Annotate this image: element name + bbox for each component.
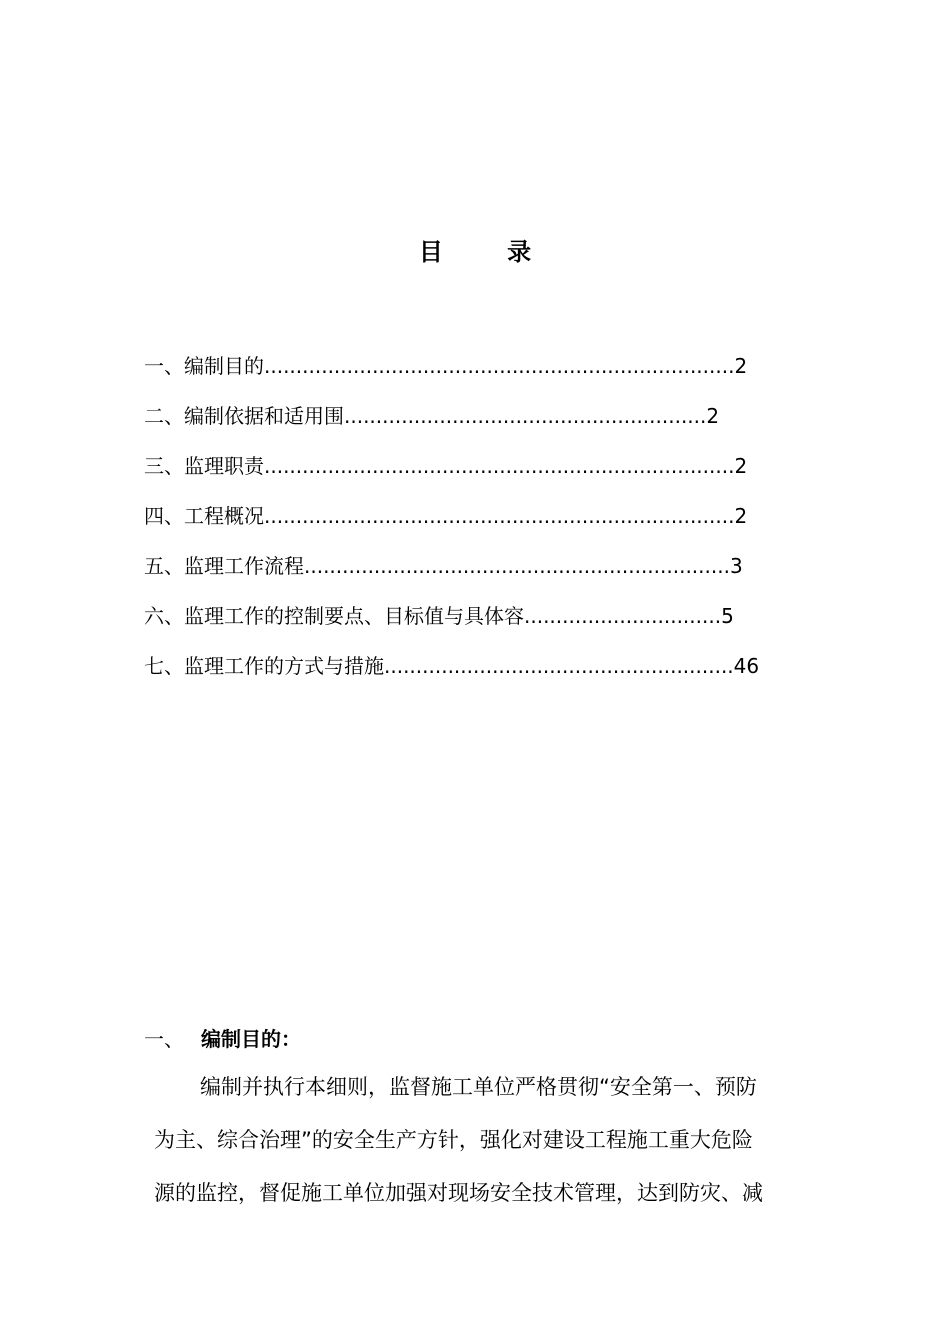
toc-entry[interactable] [144,401,759,451]
toc-entry[interactable] [144,501,759,551]
body-line: 为主、综合治理”的安全生产方针，强化对建设工程施工重大危险 [154,1128,753,1152]
section-number: 一、 [144,1027,184,1051]
toc-entry-page: 3 [729,554,743,578]
toc-entry-label: 三、监理职责 [144,454,264,478]
toc-entry-leader: ................................................................... [304,554,730,578]
toc-entry-page: 2 [734,454,748,478]
toc-entry-page: 2 [706,404,720,428]
toc-entry-leader: ....................................................... [384,654,734,678]
toc-entry-leader: ......................................................... [344,404,707,428]
toc-entry-leader: .......................................................................... [264,504,735,528]
toc-entry[interactable] [144,651,759,701]
toc-entry-label: 二、编制依据和适用围 [144,404,344,428]
section-heading-text: 编制目的： [201,1027,301,1051]
toc-entry-label: 一、编制目的 [144,354,264,378]
section-body [154,1070,806,1229]
body-line: 源的监控，督促施工单位加强对现场安全技术管理，达到防灾、减 [154,1181,763,1205]
toc-entry-label: 四、工程概况 [144,504,264,528]
toc-entry-leader: .......................................................................... [264,454,735,478]
toc-entry-leader: ............................... [524,604,722,628]
toc-entry-label: 五、监理工作流程 [144,554,304,578]
toc-entry-page: 2 [734,504,748,528]
toc-entry[interactable] [144,601,759,651]
toc-entry-leader: .......................................................................... [264,354,735,378]
toc-entry[interactable] [144,451,759,501]
toc-entry-label: 七、监理工作的方式与措施 [144,654,384,678]
toc-entry-label: 六、监理工作的控制要点、目标值与具体容 [144,604,524,628]
body-line: 编制并执行本细则，监督施工单位严格贯彻“安全第一、预防 [200,1075,757,1099]
toc-list [144,351,759,701]
toc-entry-page: 5 [721,604,734,628]
toc-title: 目 录 [418,238,560,266]
toc-entry[interactable] [144,551,759,601]
toc-entry-page: 2 [734,354,748,378]
toc-entry-page: 46 [733,654,760,678]
section-heading [144,1024,301,1054]
toc-entry[interactable] [144,351,759,401]
